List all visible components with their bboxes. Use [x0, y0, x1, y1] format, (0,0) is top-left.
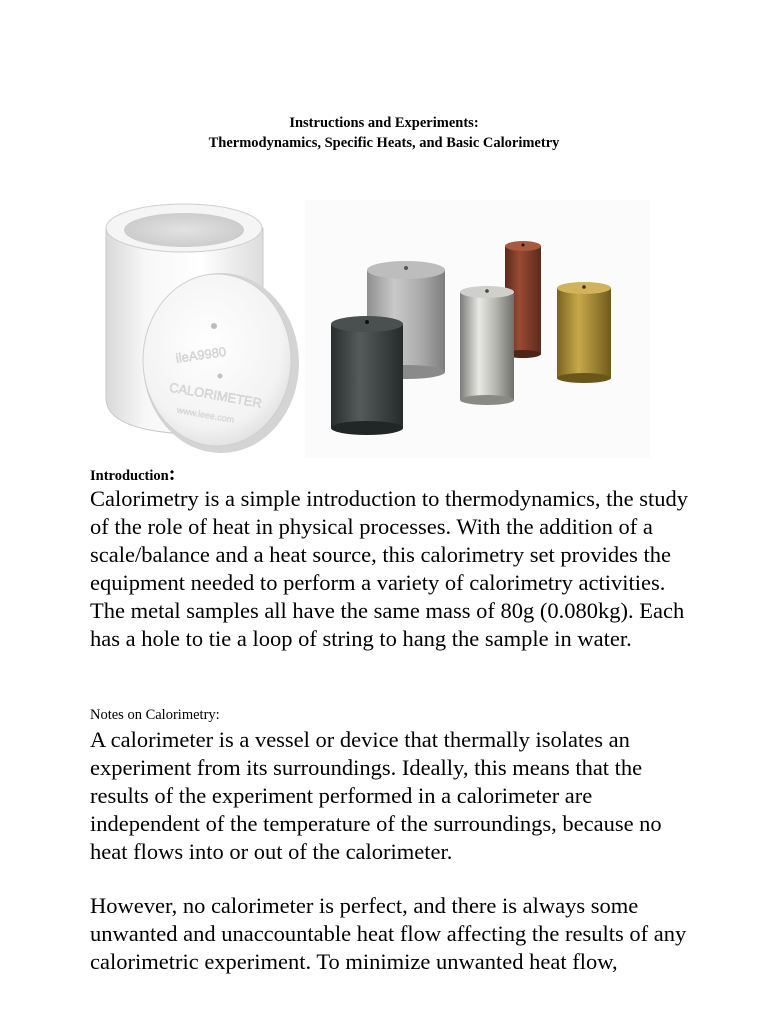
- introduction-heading-colon: :: [168, 463, 176, 485]
- notes-heading: Notes on Calorimetry:: [90, 707, 220, 723]
- metal-samples-image: [305, 200, 650, 458]
- lid-url-text: www.ieee.com: [176, 404, 235, 425]
- lid-calorimeter-text: CALORIMETER: [168, 379, 264, 411]
- introduction-heading: [90, 463, 175, 486]
- calorimeter-cup-image: [96, 198, 301, 460]
- introduction-paragraph: Calorimetry is a simple introduction to thermodynamics, the study of the role of heat in physical processes. With the addition of a scale/balance and a heat source, this calorimetry set provides the equipment needed to perform a variety of calorimetry activities. The metal samples all have the same mass of 80g (0.080kg). Each has a hole to tie a loop of string to hang the sample in water.: [90, 486, 689, 651]
- introduction-heading-text: Introduction: [90, 468, 169, 484]
- brass-sample: [557, 282, 611, 383]
- notes-paragraph-2: However, no calorimeter is perfect, and there is always some unwanted and unaccountable heat flow affecting the results of any calorimetric experiment. To minimize unwanted heat flow,: [90, 893, 687, 974]
- calorimeter-lid: [143, 273, 299, 453]
- title-line-2: Thermodynamics, Specific Heats, and Basic Calorimetry: [208, 135, 560, 151]
- steel-sample: [460, 286, 514, 405]
- lid-brand-text: ileA9980: [174, 343, 228, 366]
- notes-paragraph-1: A calorimeter is a vessel or device that thermally isolates an experiment from its surroundings. Ideally, this means that the results of the experiment performed in a calorimeter are independent of the temperature of the surroundings, because no heat flows into or out of the calorimeter.: [90, 727, 662, 864]
- document-title: [0, 113, 768, 153]
- stone-sample: [331, 316, 403, 435]
- title-line-1: Instructions and Experiments:: [289, 115, 479, 131]
